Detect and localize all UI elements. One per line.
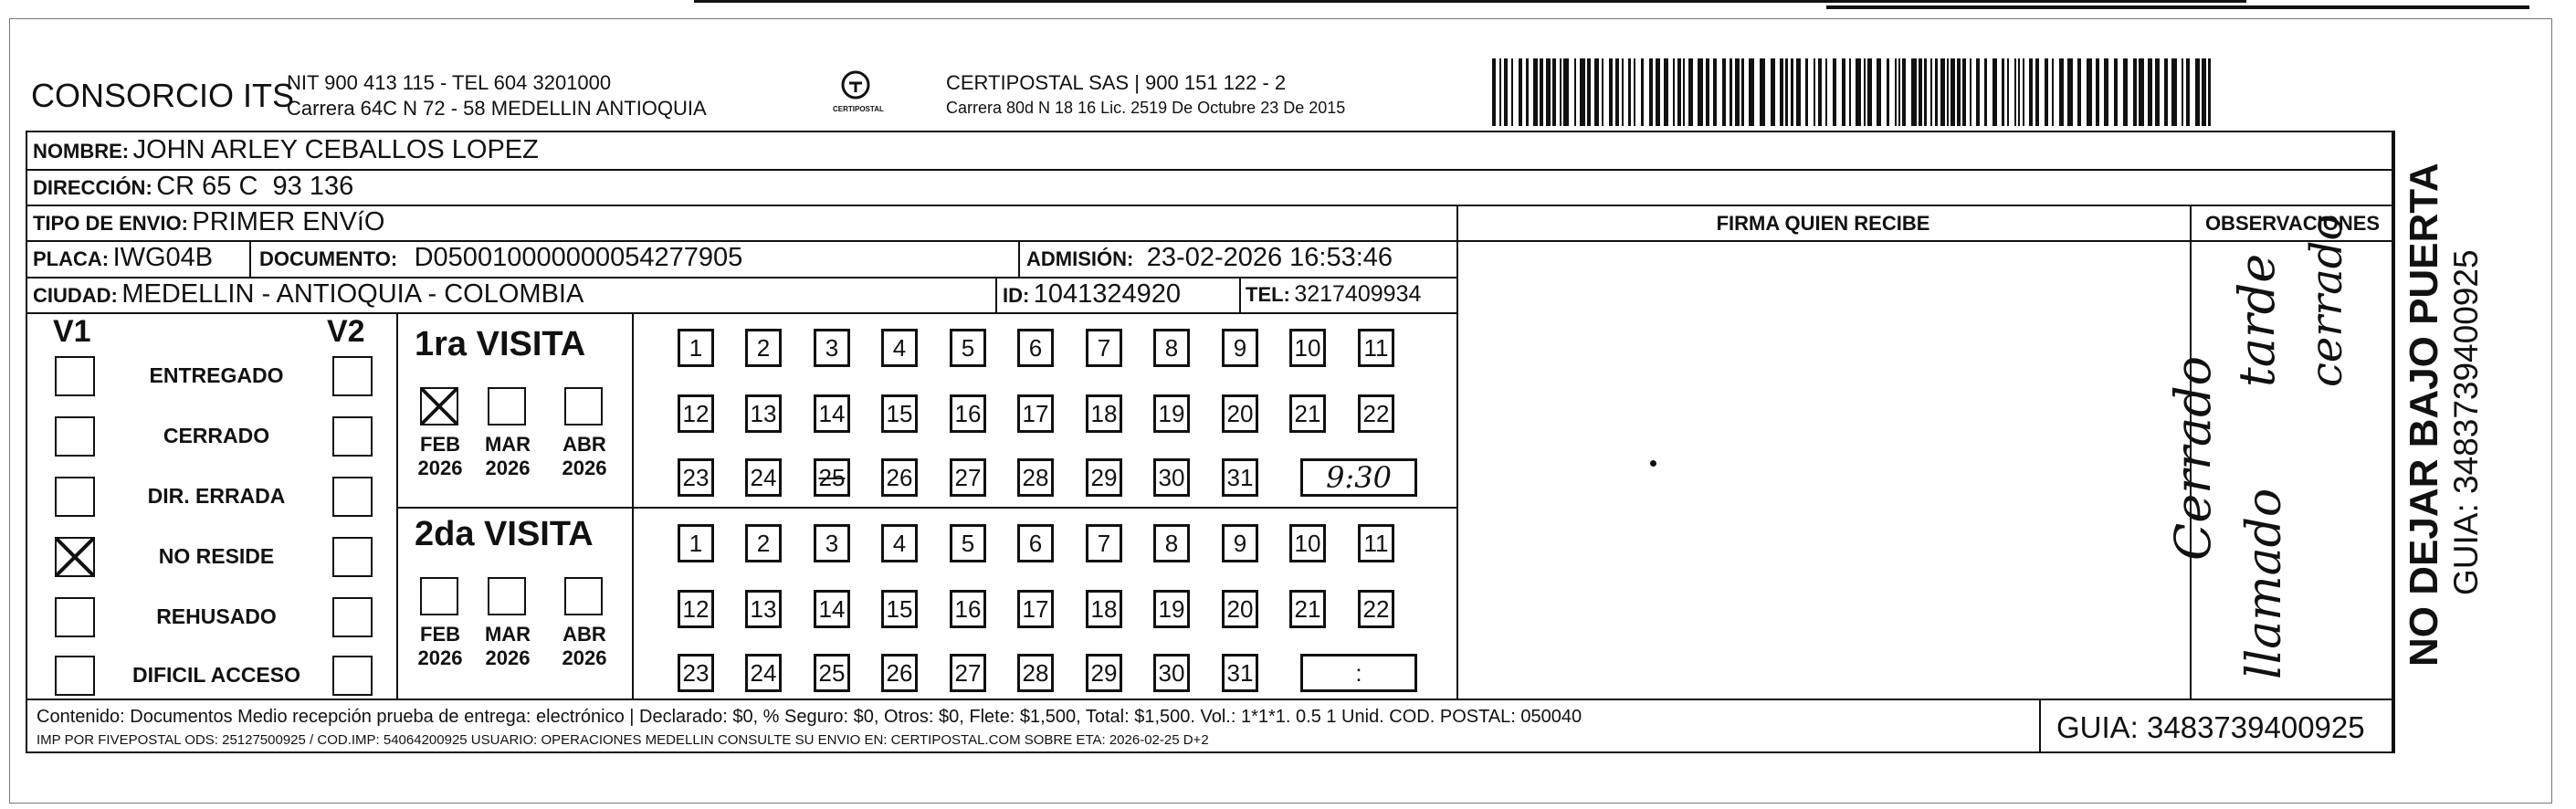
visit2-day-12[interactable]: 12 xyxy=(678,590,714,628)
v2-header: V2 xyxy=(327,314,365,349)
observaciones-header: OBSERVACIONES xyxy=(2204,212,2381,235)
visit2-day-29[interactable]: 29 xyxy=(1086,654,1122,692)
placa-value: IWG04B xyxy=(112,243,214,272)
visit1-day-26[interactable]: 26 xyxy=(881,458,918,497)
v1-checkbox-5[interactable] xyxy=(55,656,95,696)
v1-checkbox-1[interactable] xyxy=(55,416,95,457)
ciudad-value: MEDELLIN - ANTIOQUIA - COLOMBIA xyxy=(121,279,584,309)
tipo-value: PRIMER ENVíO xyxy=(192,207,385,236)
visit2-day-20[interactable]: 20 xyxy=(1222,590,1258,628)
visit1-day-28[interactable]: 28 xyxy=(1017,458,1054,497)
visit2-month-checkbox-2[interactable] xyxy=(564,577,603,615)
status-label: DIFICIL ACCESO xyxy=(131,663,300,687)
visit1-day-17[interactable]: 17 xyxy=(1017,394,1054,433)
ciudad-row: CIUDAD: MEDELLIN - ANTIOQUIA - COLOMBIA xyxy=(33,279,584,309)
obs-handwriting-4: cerrado xyxy=(2301,214,2352,387)
visit1-day-22[interactable]: 22 xyxy=(1358,394,1394,433)
visit2-month-checkbox-0[interactable] xyxy=(420,577,458,615)
admision-value: 23-02-2026 16:53:46 xyxy=(1146,243,1393,272)
footer-contenido: Contenido: Documentos Medio recepción prueba de entrega: electrónico | Declarado: $0, % Seguro: $0, Otros: $0, Flete: $1,500, Total: $1,500. Vol.: 1*1*1. 0.5 1 Unid. COD. POSTAL: 050040 xyxy=(37,707,1582,727)
visit2-day-1[interactable]: 1 xyxy=(678,524,714,562)
visit1-day-14[interactable]: 14 xyxy=(814,394,850,433)
visit2-day-23[interactable]: 23 xyxy=(678,654,714,692)
id-value: 1041324920 xyxy=(1033,279,1182,309)
documento-row: DOCUMENTO: D050010000000054277905 xyxy=(259,243,743,272)
footer-guia: GUIA: 3483739400925 xyxy=(2056,710,2365,744)
top-rule-right xyxy=(1826,5,2529,9)
visit2-day-5[interactable]: 5 xyxy=(950,524,986,562)
visit2-day-10[interactable]: 10 xyxy=(1289,524,1326,562)
id-row: ID: 1041324920 xyxy=(1003,279,1182,309)
v2-checkbox-3[interactable] xyxy=(332,537,373,577)
carrier-name: CERTIPOSTAL SAS | 900 151 122 - 2 xyxy=(946,71,1287,94)
top-rule xyxy=(694,0,2246,3)
status-label: CERRADO xyxy=(163,424,270,447)
visit2-day-31[interactable]: 31 xyxy=(1222,654,1258,692)
obs-handwriting-2: tarde xyxy=(2228,253,2286,387)
v2-checkbox-0[interactable] xyxy=(332,356,373,396)
side-guia: GUIA: 3483739400925 xyxy=(2447,249,2485,595)
visit1-day-9[interactable]: 9 xyxy=(1222,329,1258,367)
v1-checkbox-2[interactable] xyxy=(55,477,95,517)
visit2-month-label: ABR 2026 xyxy=(562,623,607,669)
visit1-time-box[interactable]: 9:30 xyxy=(1300,458,1417,497)
logo-text: CERTIPOSTAL xyxy=(833,105,884,113)
visit1-day-15[interactable]: 15 xyxy=(881,394,918,433)
visit2-day-11[interactable]: 11 xyxy=(1358,524,1394,562)
visit1-day-30[interactable]: 30 xyxy=(1153,458,1190,497)
obs-handwriting-3: llamado xyxy=(2237,488,2292,679)
visit1-day-6[interactable]: 6 xyxy=(1017,329,1054,367)
visit2-month-label: FEB 2026 xyxy=(417,623,463,669)
documento-value: D050010000000054277905 xyxy=(414,243,743,272)
visit1-month-label: FEB 2026 xyxy=(417,433,463,479)
visit2-day-16[interactable]: 16 xyxy=(950,590,986,628)
footer-imp: IMP POR FIVEPOSTAL ODS: 25127500925 / COD.IMP: 54064200925 USUARIO: OPERACIONES MEDELLIN CONSULTE SU ENVIO EN: CERTIPOSTAL.COM SOBRE ETA: 2026-02-25 D+2 xyxy=(37,732,1209,748)
visit1-day-21[interactable]: 21 xyxy=(1289,394,1326,433)
v2-checkbox-1[interactable] xyxy=(332,416,373,457)
visit2-day-17[interactable]: 17 xyxy=(1017,590,1054,628)
side-warning: NO DEJAR BAJO PUERTA xyxy=(2402,163,2446,667)
visit2-day-4[interactable]: 4 xyxy=(881,524,918,562)
visit1-month-checkbox-2[interactable] xyxy=(564,387,603,426)
visit2-month-checkbox-1[interactable] xyxy=(488,577,526,615)
visit2-day-14[interactable]: 14 xyxy=(814,590,850,628)
visit1-day-3[interactable]: 3 xyxy=(814,329,850,367)
v1-checkbox-4[interactable] xyxy=(55,597,95,637)
status-label: DIR. ERRADA xyxy=(147,484,286,508)
visit1-day-1[interactable]: 1 xyxy=(678,329,714,367)
visit2-day-28[interactable]: 28 xyxy=(1017,654,1054,692)
status-label: ENTREGADO xyxy=(149,363,284,387)
visit1-day-4[interactable]: 4 xyxy=(881,329,918,367)
direccion-row: DIRECCIÓN: CR 65 C 93 136 xyxy=(33,172,354,201)
carrier-address: Carrera 80d N 18 16 Lic. 2519 De Octubre 23 De 2015 xyxy=(946,99,1346,117)
tipo-row: TIPO DE ENVIO: PRIMER ENVíO xyxy=(33,207,385,236)
visit1-day-11[interactable]: 11 xyxy=(1358,329,1394,367)
visit2-day-15[interactable]: 15 xyxy=(881,590,918,628)
visit1-month-checkbox-1[interactable] xyxy=(488,387,526,426)
nombre-value: JOHN ARLEY CEBALLOS LOPEZ xyxy=(132,135,539,164)
admision-row: ADMISIÓN: 23-02-2026 16:53:46 xyxy=(1026,243,1393,272)
v1-checkbox-3[interactable] xyxy=(55,537,95,577)
visit2-day-3[interactable]: 3 xyxy=(814,524,850,562)
visit2-day-2[interactable]: 2 xyxy=(745,524,782,562)
signature-mark xyxy=(1650,460,1656,467)
visit1-day-27[interactable]: 27 xyxy=(950,458,986,497)
visit1-day-19[interactable]: 19 xyxy=(1153,394,1190,433)
visit1-day-10[interactable]: 10 xyxy=(1289,329,1326,367)
firma-header: FIRMA QUIEN RECIBE xyxy=(1716,212,1930,235)
visit1-month-checkbox-0[interactable] xyxy=(420,387,458,426)
visit2-time-box[interactable]: : xyxy=(1300,654,1417,692)
tel-row: TEL: 3217409934 xyxy=(1246,281,1422,307)
visit1-month-label: ABR 2026 xyxy=(562,433,607,479)
visit1-day-25[interactable]: 25 xyxy=(814,458,850,497)
v2-checkbox-4[interactable] xyxy=(332,597,373,637)
visit1-day-20[interactable]: 20 xyxy=(1222,394,1258,433)
tel-value: 3217409934 xyxy=(1294,281,1422,307)
visit1-day-29[interactable]: 29 xyxy=(1086,458,1122,497)
direccion-value: CR 65 C 93 136 xyxy=(156,172,354,201)
placa-row: PLACA: IWG04B xyxy=(33,243,214,272)
v2-checkbox-5[interactable] xyxy=(332,656,373,696)
visit2-day-8[interactable]: 8 xyxy=(1153,524,1190,562)
visit2-day-18[interactable]: 18 xyxy=(1086,590,1122,628)
visit1-day-8[interactable]: 8 xyxy=(1153,329,1190,367)
visit2-day-24[interactable]: 24 xyxy=(745,654,782,692)
visit1-day-13[interactable]: 13 xyxy=(745,394,782,433)
visit2-day-22[interactable]: 22 xyxy=(1358,590,1394,628)
visit1-day-7[interactable]: 7 xyxy=(1086,329,1122,367)
visit1-day-23[interactable]: 23 xyxy=(678,458,714,497)
visit1-day-2[interactable]: 2 xyxy=(745,329,782,367)
visit2-day-19[interactable]: 19 xyxy=(1153,590,1190,628)
visit2-month-label: MAR 2026 xyxy=(484,623,531,669)
nombre-row: NOMBRE: JOHN ARLEY CEBALLOS LOPEZ xyxy=(33,135,539,164)
status-label: REHUSADO xyxy=(156,604,277,628)
visit2-day-25[interactable]: 25 xyxy=(814,654,850,692)
obs-handwriting-1: Cerrado xyxy=(2164,355,2222,561)
visit1-day-31[interactable]: 31 xyxy=(1222,458,1258,497)
visit2-day-27[interactable]: 27 xyxy=(950,654,986,692)
v1-header: V1 xyxy=(53,314,91,349)
company-name: CONSORCIO ITS xyxy=(31,77,295,114)
visit1-title: 1ra VISITA xyxy=(415,325,586,363)
company-address: Carrera 64C N 72 - 58 MEDELLIN ANTIOQUIA xyxy=(287,97,707,120)
visit1-day-16[interactable]: 16 xyxy=(950,394,986,433)
company-nit: NIT 900 413 115 - TEL 604 3201000 xyxy=(287,71,612,94)
status-label: NO RESIDE xyxy=(158,544,275,568)
v1-checkbox-0[interactable] xyxy=(55,356,95,396)
visit1-day-12[interactable]: 12 xyxy=(678,394,714,433)
visit1-day-5[interactable]: 5 xyxy=(950,329,986,367)
visit1-month-label: MAR 2026 xyxy=(484,433,531,479)
visit2-day-6[interactable]: 6 xyxy=(1017,524,1054,562)
visit2-day-21[interactable]: 21 xyxy=(1289,590,1326,628)
v2-checkbox-2[interactable] xyxy=(332,477,373,517)
visit1-day-18[interactable]: 18 xyxy=(1086,394,1122,433)
visit2-day-9[interactable]: 9 xyxy=(1222,524,1258,562)
visit2-day-7[interactable]: 7 xyxy=(1086,524,1122,562)
visit2-day-26[interactable]: 26 xyxy=(881,654,918,692)
visit2-day-13[interactable]: 13 xyxy=(745,590,782,628)
visit2-title: 2da VISITA xyxy=(415,515,594,553)
visit2-day-30[interactable]: 30 xyxy=(1153,654,1190,692)
signature-area[interactable] xyxy=(1458,241,2189,698)
visit1-day-24[interactable]: 24 xyxy=(745,458,782,497)
